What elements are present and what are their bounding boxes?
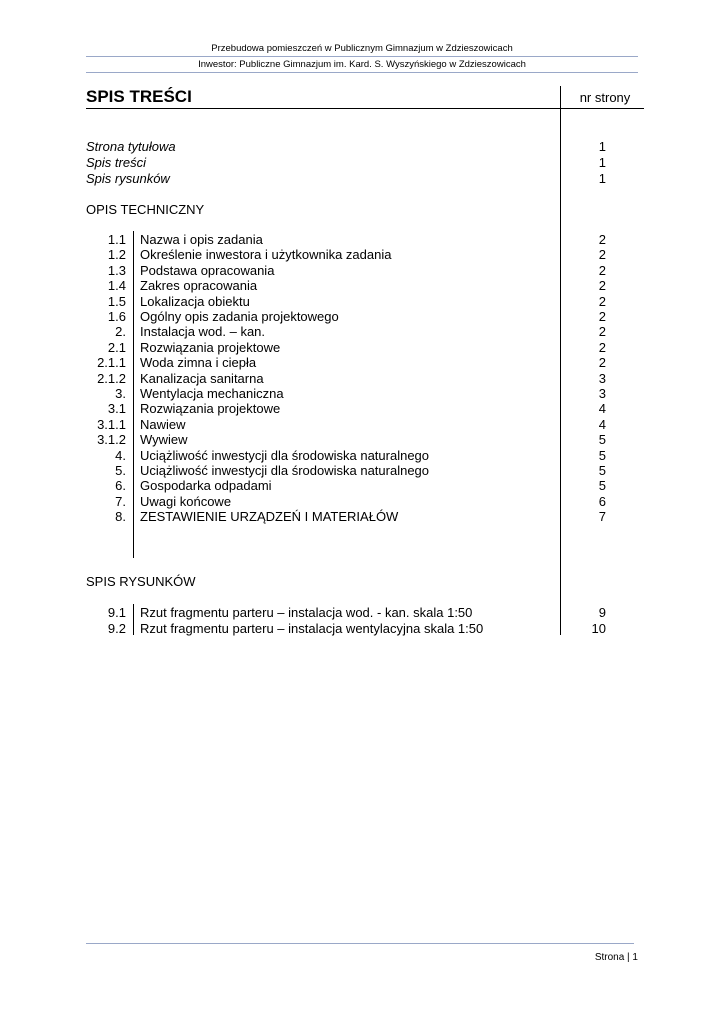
toc-item-number: 3.: [115, 386, 126, 401]
front-matter-page: 1: [598, 155, 606, 170]
toc-item-number: 1.5: [107, 293, 126, 309]
toc-item-page: 5: [598, 447, 606, 463]
toc-item-label: Uciążliwość inwestycji dla środowiska naturalnego: [140, 463, 430, 478]
footer-divider: [86, 943, 634, 944]
toc-item-label: Podstawa opracowania: [140, 262, 275, 278]
toc-item-label: Określenie inwestora i użytkownika zadania: [140, 247, 392, 263]
toc-item-page: 2: [598, 293, 606, 309]
footer-page-number: Strona | 1: [594, 952, 638, 963]
toc-item-page: 6: [598, 493, 606, 509]
toc-item-page: 2: [598, 232, 606, 247]
toc-item-page: 2: [598, 262, 606, 278]
drawing-page: 9: [598, 605, 606, 620]
drawing-page: 10: [591, 621, 606, 636]
header-divider-bottom: [86, 72, 638, 73]
drawing-label: Rzut fragmentu parteru – instalacja wentylacyjna skala 1:50: [140, 621, 484, 636]
front-matter-page: 1: [598, 139, 606, 154]
toc-item-page: 4: [598, 401, 606, 417]
toc-item-page: 2: [598, 278, 606, 294]
header-divider: [86, 56, 638, 57]
toc-item-label: Gospodarka odpadami: [140, 478, 272, 494]
toc-item-number: 4.: [115, 447, 126, 463]
toc-item-label: Kanalizacja sanitarna: [140, 370, 264, 386]
toc-item-page: 7: [598, 509, 606, 525]
toc-item-label: Ogólny opis zadania projektowego: [140, 309, 339, 324]
front-matter-label: Spis treści: [86, 155, 146, 170]
toc-item-number: 2.: [115, 324, 126, 340]
toc-item-number: 5.: [115, 463, 126, 478]
toc-item-label: ZESTAWIENIE URZĄDZEŃ I MATERIAŁÓW: [140, 509, 399, 525]
section-title-technical: OPIS TECHNICZNY: [86, 202, 205, 217]
toc-item-label: Nawiew: [140, 416, 186, 432]
toc-item-page: 2: [598, 355, 606, 371]
drawing-label: Rzut fragmentu parteru – instalacja wod. - kan. skala 1:50: [140, 605, 473, 620]
toc-item-label: Wentylacja mechaniczna: [140, 386, 284, 401]
toc-item-label: Wywiew: [140, 432, 188, 448]
drawing-number: 9.2: [107, 621, 126, 636]
toc-item-number: 2.1: [107, 339, 126, 355]
toc-item-label: Woda zimna i ciepła: [140, 355, 257, 371]
toc-item-number: 7.: [115, 493, 126, 509]
toc-item-page: 3: [598, 370, 606, 386]
toc-item-label: Instalacja wod. – kan.: [140, 324, 266, 340]
toc-item-number: 1.6: [107, 309, 126, 324]
toc-item-page: 2: [598, 324, 606, 340]
toc-item-page: 3: [598, 386, 606, 401]
toc-item-number: 2.1.2: [97, 370, 126, 386]
front-matter-page: 1: [598, 171, 606, 186]
toc-item-page: 2: [598, 339, 606, 355]
toc-item-number: 1.2: [107, 247, 126, 263]
header-project-title: Przebudowa pomieszczeń w Publicznym Gimnazjum w Zdzieszowicach: [211, 43, 513, 54]
toc-title: SPIS TREŚCI: [86, 87, 192, 106]
page-column-label: nr strony: [579, 90, 631, 105]
toc-item-number: 8.: [115, 509, 126, 525]
toc-item-label: Uciążliwość inwestycji dla środowiska naturalnego: [140, 447, 430, 463]
drawing-number-divider: [133, 604, 134, 635]
toc-item-label: Rozwiązania projektowe: [140, 401, 281, 417]
header-investor: Inwestor: Publiczne Gimnazjum im. Kard. S. Wyszyńskiego w Zdzieszowicach: [198, 59, 526, 70]
number-column-divider: [133, 231, 134, 558]
toc-item-number: 1.1: [107, 232, 126, 247]
toc-item-number: 3.1.2: [97, 432, 126, 448]
toc-item-page: 2: [598, 309, 606, 324]
section-title-drawings: SPIS RYSUNKÓW: [86, 574, 196, 589]
toc-item-label: Nazwa i opis zadania: [140, 232, 263, 247]
front-matter-label: Spis rysunków: [86, 171, 170, 186]
toc-item-label: Zakres opracowania: [140, 278, 258, 294]
toc-item-number: 1.4: [107, 278, 126, 294]
toc-item-number: 6.: [115, 478, 126, 494]
toc-item-label: Uwagi końcowe: [140, 493, 232, 509]
toc-item-label: Lokalizacja obiektu: [140, 293, 250, 309]
toc-item-page: 5: [598, 432, 606, 448]
toc-item-page: 2: [598, 247, 606, 263]
front-matter-label: Strona tytułowa: [86, 139, 176, 154]
toc-item-number: 1.3: [107, 262, 126, 278]
toc-item-number: 3.1: [107, 401, 126, 417]
toc-item-number: 2.1.1: [97, 355, 126, 371]
toc-item-page: 5: [598, 478, 606, 494]
toc-item-page: 5: [598, 463, 606, 478]
toc-item-number: 3.1.1: [97, 416, 126, 432]
toc-item-page: 4: [598, 416, 606, 432]
drawing-number: 9.1: [107, 605, 126, 620]
toc-item-label: Rozwiązania projektowe: [140, 339, 281, 355]
